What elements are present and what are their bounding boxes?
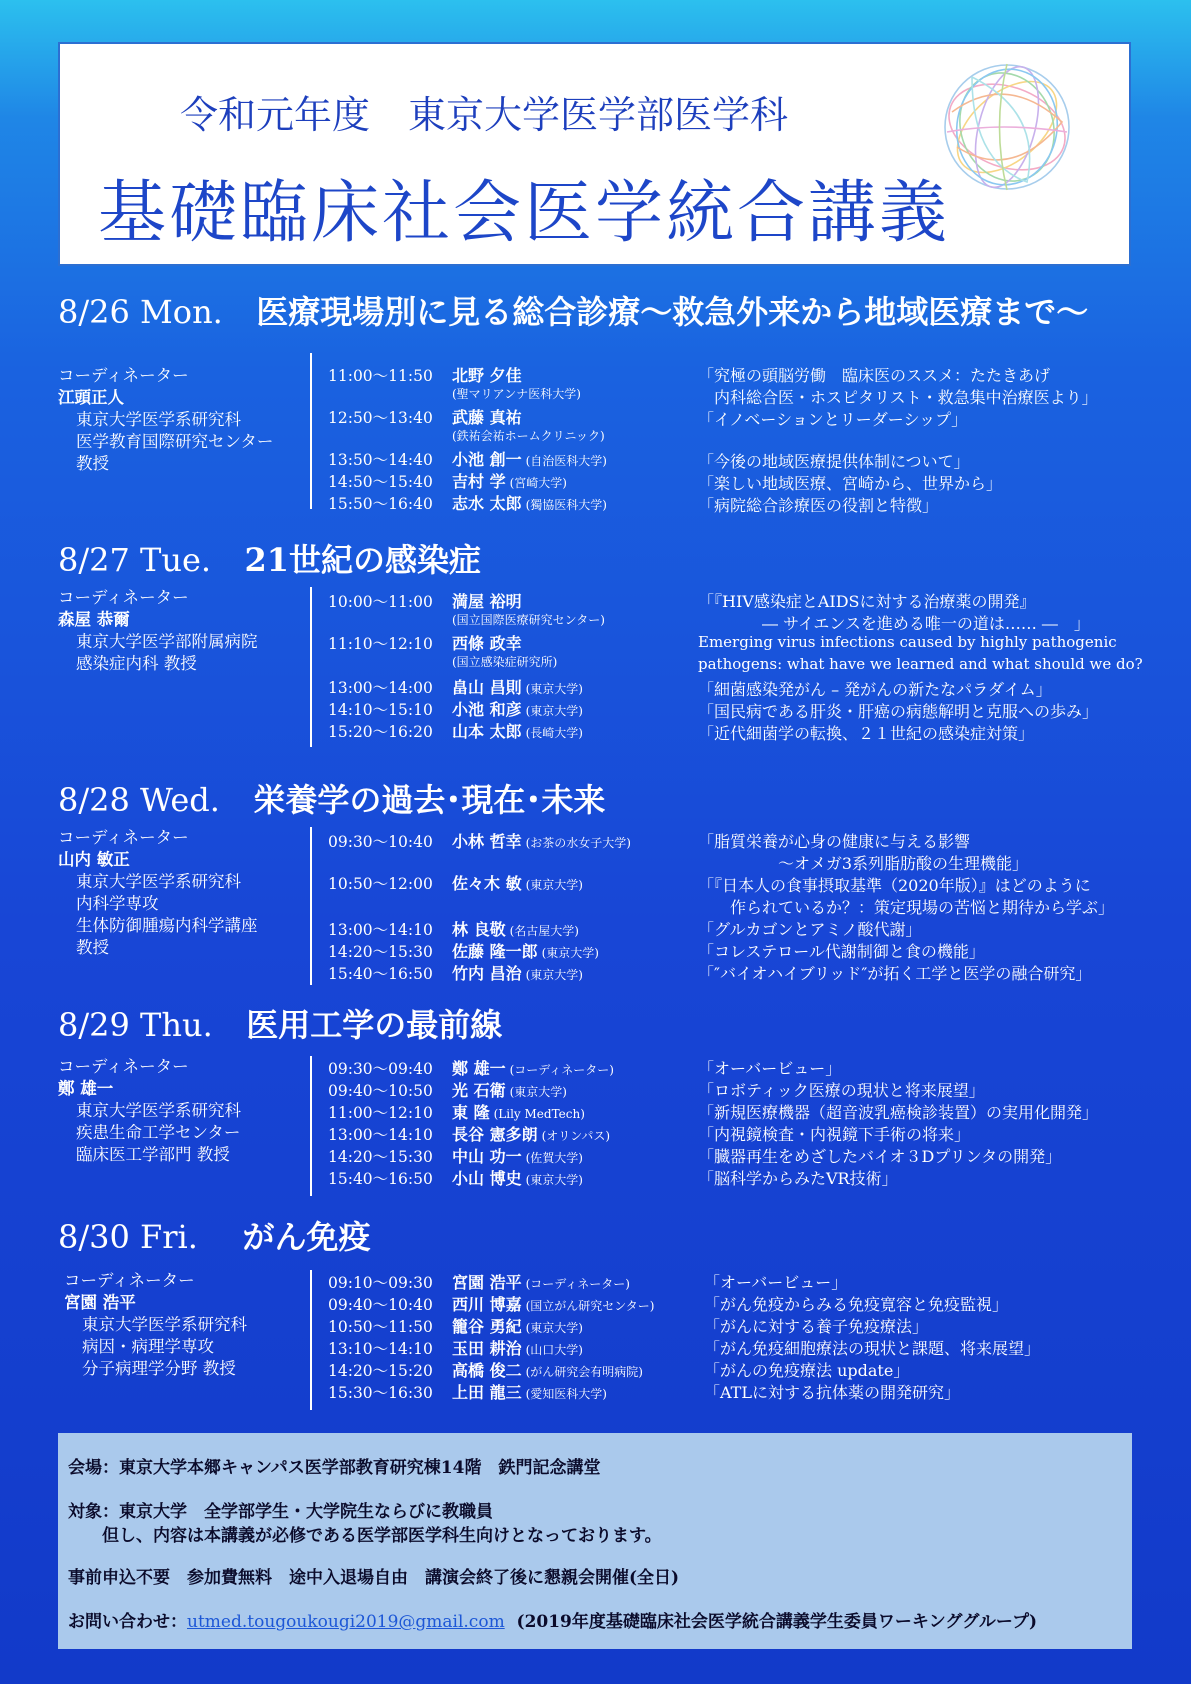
day-title <box>58 287 1088 333</box>
topic: 「細菌感染発がん – 発がんの新たなパラダイム」 <box>698 680 1052 699</box>
topic: 「オーバービュー」 <box>704 1273 848 1292</box>
topic: ～オメガ3系列脂肪酸の生理機能」 <box>698 854 1029 873</box>
day-theme: がん免疫 <box>242 1218 371 1256</box>
divider <box>310 353 312 509</box>
divider <box>310 587 312 747</box>
day-theme: 栄養学の過去･現在･未来 <box>253 781 606 819</box>
topic: 「脳科学からみたVR技術」 <box>698 1169 898 1188</box>
topic: 「臓器再生をめざしたバイオ３Dプリンタの開発」 <box>698 1147 1062 1166</box>
schedule-row: 13:00～14:10 林 良敬 (名古屋大学) <box>328 920 579 939</box>
coordinator-block <box>58 1056 241 1166</box>
coordinator-label: コーディネーター <box>64 1271 195 1290</box>
coordinator-name: 森屋 恭爾 <box>58 610 130 629</box>
topic: 「オーバービュー」 <box>698 1059 842 1078</box>
schedule-row: 13:10～14:10 玉田 耕治 (山口大学) <box>328 1339 583 1358</box>
topic: 「究極の頭脳労働 臨床医のススメ：たたきあげ <box>698 366 1051 385</box>
coordinator-line: 医学教育国際研究センター <box>76 432 274 451</box>
schedule-row: 09:30～10:40 小林 哲幸 (お茶の水女子大学) <box>328 832 631 851</box>
schedule-row: 15:20～16:20 山本 太郎 (長崎大学) <box>328 722 583 741</box>
divider <box>310 1270 312 1410</box>
day-date: 8/30 Fri. <box>58 1218 198 1256</box>
notes: 事前申込不要 参加費無料 途中入退場自由 講演会終了後に懇親会開催(全日) <box>68 1568 680 1588</box>
day-title <box>58 775 605 821</box>
coordinator-line: 東京大学医学系研究科 <box>82 1315 247 1334</box>
schedule-row: 15:40～16:50 小山 博史 (東京大学) <box>328 1169 583 1188</box>
coordinator-line: 教授 <box>76 938 109 957</box>
topic: 「近代細菌学の転換、２１世紀の感染症対策」 <box>698 724 1035 743</box>
day-theme: 21世紀の感染症 <box>244 541 482 579</box>
day-date: 8/27 Tue. <box>58 541 212 579</box>
topic: 「がんに対する養子免疫療法」 <box>704 1317 929 1336</box>
schedule-row: 14:50～15:40 吉村 学 (宮崎大学) <box>328 472 567 491</box>
header-subtitle: 令和元年度 東京大学医学部医学科 <box>180 93 789 137</box>
topic: 「がん免疫細胞療法の現状と課題、将来展望」 <box>704 1339 1041 1358</box>
topic: 「新規医療機器（超音波乳癌検診装置）の実用化開発」 <box>698 1103 1099 1122</box>
topic: 作られているか？：策定現場の苦悩と期待から学ぶ」 <box>698 898 1115 917</box>
day-title <box>58 1212 371 1258</box>
coordinator-line: 病因・病理学専攻 <box>82 1337 214 1356</box>
coordinator-label: コーディネーター <box>58 366 189 385</box>
schedule-row: 15:40～16:50 竹内 昌治 (東京大学) <box>328 964 583 983</box>
topic: 「国民病である肝炎・肝癌の病態解明と克服への歩み」 <box>698 702 1099 721</box>
contact-email-link[interactable]: utmed.tougoukougi2019@gmail.com <box>187 1612 505 1632</box>
topic: 「″バイオハイブリッド″が拓く工学と医学の融合研究」 <box>698 964 1092 983</box>
coordinator-label: コーディネーター <box>58 588 189 607</box>
topic: 「病院総合診療医の役割と特徴」 <box>698 496 939 515</box>
day-theme: 医用工学の最前線 <box>246 1006 503 1044</box>
schedule-row: 12:50～13:40 武藤 真祐 <box>328 408 522 427</box>
topic: 「楽しい地域医療、宮崎から、世界から」 <box>698 474 1003 493</box>
coordinator-name: 江頭正人 <box>58 388 124 407</box>
coordinator-line: 東京大学医学系研究科 <box>76 1101 241 1120</box>
target: 対象：東京大学 全学部学生・大学院生ならびに教職員 <box>68 1502 493 1522</box>
topic: 内科総合医・ホスピタリスト・救急集中治療医より」 <box>698 388 1098 407</box>
topic: 「イノベーションとリーダーシップ」 <box>698 410 968 429</box>
schedule-row: 13:00～14:10 長谷 憲多朗 (オリンパス) <box>328 1125 611 1144</box>
topic: 「がんの免疫療法 update」 <box>704 1361 910 1380</box>
schedule-row: 10:50～12:00 佐々木 敏 (東京大学) <box>328 874 583 893</box>
topic: 「内視鏡検査・内視鏡下手術の将来」 <box>698 1125 971 1144</box>
schedule-row: 09:10～09:30 宮園 浩平 (コーディネーター) <box>328 1273 630 1292</box>
contact <box>68 1607 1037 1632</box>
schedule-row: 15:50～16:40 志水 太郎 (獨協医科大学) <box>328 494 607 513</box>
coordinator-line: 疾患生命工学センター <box>76 1123 241 1142</box>
coordinator-line: 東京大学医学系研究科 <box>76 872 241 891</box>
circle-logo-icon <box>932 52 1082 202</box>
day-title <box>58 535 481 581</box>
coordinator-line: 感染症内科 教授 <box>76 654 197 673</box>
affiliation: (鉄祐会祐ホームクリニック) <box>452 429 605 443</box>
coordinator-block <box>64 1270 247 1380</box>
affiliation: (聖マリアンナ医科大学) <box>452 387 581 401</box>
schedule-row: 09:40～10:50 光 石衛 (東京大学) <box>328 1081 567 1100</box>
day-title <box>58 1000 502 1046</box>
topic: 「脂質栄養が心身の健康に与える影響 <box>698 832 971 851</box>
schedule-row: 10:00～11:00 満屋 裕明 <box>328 592 522 611</box>
topic: 「コレステロール代謝制御と食の機能」 <box>698 942 985 961</box>
coordinator-name: 鄭 雄一 <box>58 1079 114 1098</box>
topic: 「『HIV感染症とAIDSに対する治療薬の開発』 <box>698 592 1036 611</box>
info-footer <box>58 1433 1132 1649</box>
schedule-row: 15:30～16:30 上田 龍三 (愛知医科大学) <box>328 1383 607 1402</box>
schedule-row: 14:20～15:30 中山 功一 (佐賀大学) <box>328 1147 583 1166</box>
coordinator-line: 教授 <box>76 454 109 473</box>
coordinator-line: 東京大学医学部附属病院 <box>76 632 258 651</box>
schedule-row: 13:50～14:40 小池 創一 (自治医科大学) <box>328 450 607 469</box>
day-date: 8/26 Mon. <box>58 293 223 331</box>
coordinator-line: 臨床医工学部門 教授 <box>76 1145 230 1164</box>
topic: pathogens: what have we learned and what should we do? <box>698 655 1143 673</box>
target-note: 但し、内容は本講義が必修である医学部医学科生向けとなっております。 <box>68 1526 662 1546</box>
coordinator-block <box>58 827 258 959</box>
topic: 「ATLに対する抗体薬の開発研究」 <box>704 1383 960 1402</box>
schedule-row: 10:50～11:50 籠谷 勇紀 (東京大学) <box>328 1317 583 1336</box>
topic: 「今後の地域医療提供体制について」 <box>698 452 970 471</box>
coordinator-label: コーディネーター <box>58 1057 189 1076</box>
topic: 「ロボティック医療の現状と将来展望」 <box>698 1081 985 1100</box>
coordinator-line: 東京大学医学系研究科 <box>76 410 241 429</box>
coordinator-block <box>58 365 273 475</box>
contact-label: お問い合わせ： <box>68 1612 187 1632</box>
topic: 「がん免疫からみる免疫寛容と免疫監視」 <box>704 1295 1009 1314</box>
coordinator-line: 生体防御腫瘍内科学講座 <box>76 916 258 935</box>
day-date: 8/28 Wed. <box>58 781 220 819</box>
coordinator-name: 山内 敏正 <box>58 850 130 869</box>
topic: ― サイエンスを進める唯一の道は…… ― 」 <box>698 614 1090 633</box>
day-theme: 医療現場別に見る総合診療～救急外来から地域医療まで～ <box>256 293 1089 331</box>
schedule-row: 14:10～15:10 小池 和彦 (東京大学) <box>328 700 583 719</box>
topic: Emerging virus infections caused by highly pathogenic <box>698 633 1117 651</box>
coordinator-block <box>58 587 258 675</box>
coordinator-name: 宮園 浩平 <box>64 1293 136 1312</box>
schedule-row: 14:20～15:20 高橋 俊二 (がん研究会有明病院) <box>328 1361 643 1380</box>
divider <box>310 827 312 985</box>
day-date: 8/29 Thu. <box>58 1006 213 1044</box>
schedule-row: 11:00～12:10 東 隆 (Lily MedTech) <box>328 1103 585 1122</box>
divider <box>310 1056 312 1196</box>
venue: 会場：東京大学本郷キャンパス医学部教育研究棟14階 鉄門記念講堂 <box>68 1458 601 1478</box>
coordinator-line: 内科学専攻 <box>76 894 159 913</box>
schedule-row: 11:00～11:50 北野 夕佳 <box>328 366 522 385</box>
schedule-row: 09:30～09:40 鄭 雄一 (コーディネーター) <box>328 1059 614 1078</box>
topic: 「グルカゴンとアミノ酸代謝」 <box>698 920 922 939</box>
schedule-row: 13:00～14:00 畠山 昌則 (東京大学) <box>328 678 583 697</box>
coordinator-label: コーディネーター <box>58 828 189 847</box>
affiliation: (国立感染症研究所) <box>452 655 558 669</box>
affiliation: (国立国際医療研究センター) <box>452 613 605 627</box>
topic: 「『日本人の食事摂取基準（2020年版）』はどのように <box>698 876 1091 895</box>
coordinator-line: 分子病理学分野 教授 <box>82 1359 236 1378</box>
contact-note: (2019年度基礎臨床社会医学統合講義学生委員ワーキンググループ) <box>516 1612 1038 1632</box>
schedule-row: 14:20～15:30 佐藤 隆一郎 (東京大学) <box>328 942 599 961</box>
schedule-row: 09:40～10:40 西川 博嘉 (国立がん研究センター) <box>328 1295 655 1314</box>
schedule-row: 11:10～12:10 西條 政幸 <box>328 634 522 653</box>
header-title: 基礎臨床社会医学統合講義 <box>98 174 951 253</box>
